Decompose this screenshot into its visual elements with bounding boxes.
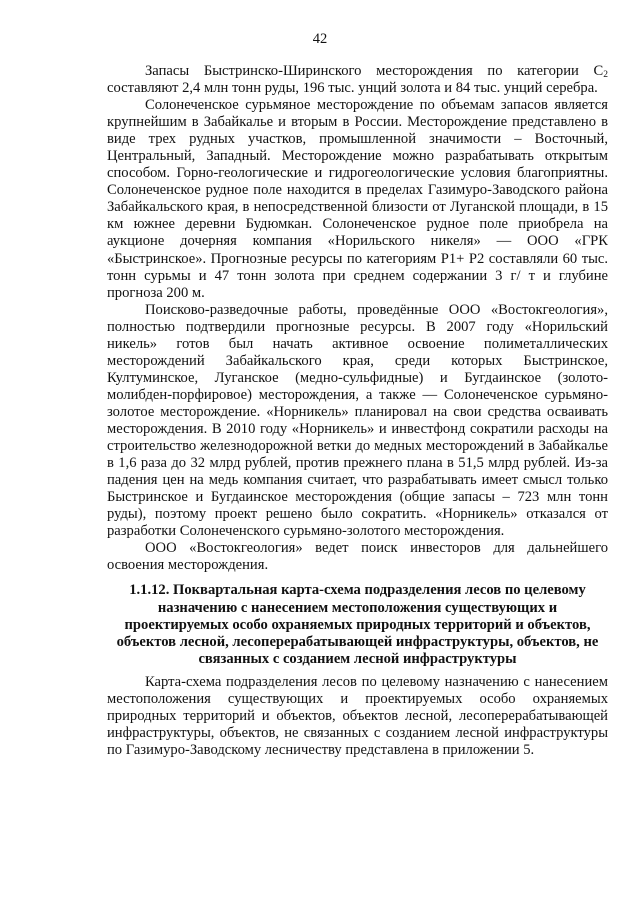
paragraph-text: составляют 2,4 млн тонн руды, 196 тыс. унций золота и 84 тыс. унций серебра. bbox=[107, 80, 598, 97]
document-body bbox=[107, 63, 608, 759]
paragraph-solonechenskoe-deposit: Солонеченское сурьмяное месторождение по объемам запасов является крупнейшим в Забайкалье и вторым в России. Месторождение представлено в виде трех рудных участков, промышленной значимости – Восточный, Центральный, Западный. Месторождение можно разрабатывать открытым способом. Горно-геологические и гидрогеологические условия благоприятны. Солонеченское рудное поле находится в пределах Газимуро-Заводского района Забайкальского края, в непосредственной близости от Луганской площади, в 15 км южнее деревни Будюмкан. Солонеченское рудное поле приобрела на аукционе дочерняя компания «Норильского никеля» — ООО «ГРК «Быстринское». Прогнозные ресурсы по категориям P1+ P2 составляли 60 тыс. тонн сурьмы и 47 тонн золота при среднем содержании 3 г/ т и глубине прогноза 200 м. bbox=[107, 97, 608, 301]
paragraph-text: Запасы Быстринско-Ширинского месторождения по категории C bbox=[145, 63, 604, 79]
category-subscript: 2 bbox=[603, 70, 608, 80]
paragraph-investor-search: ООО «Востокгеология» ведет поиск инвесторов для дальнейшего освоения месторождения. bbox=[107, 540, 608, 574]
paragraph-exploration-works: Поисково-разведочные работы, проведённые ООО «Востокгеология», полностью подтвердили прогнозные ресурсы. В 2007 году «Норильский никель» готов был начать активное освоение полиметаллических месторождений Забайкальского края, среди которых Быстринское, Култуминское, Луганское (медно-сульфидные) и Бугдаинское (золото-молибден-порфировое) месторождения, а также — Солонеченское сурьмяно-золотое месторождение. «Норникель» планировал на свои средства осваивать месторождения. В 2010 году «Норникель» и инвестфонд сократили расходы на строительство железнодорожной ветки до медных месторождений в Забайкалье в 1,6 раза до 32 млрд рублей, против прежнего плана в 51,5 млрд рублей. Из-за падения цен на медь компания считает, что разрабатывать имеет смысл только Быстринское и Бугдаинское месторождения (общие запасы – 723 млн тонн руды), поэтому проект решено было сократить. «Норникель» отказался от разработки Солонеченского сурьмяно-золотого месторождения. bbox=[107, 301, 608, 540]
page-number: 42 bbox=[312, 31, 328, 47]
paragraph-bystrinsko-shirinskoe-reserves bbox=[107, 63, 608, 97]
paragraph-map-scheme: Карта-схема подразделения лесов по целевому назначению с нанесением местоположения существующих и проектируемых особо охраняемых природных территорий и объектов, объектов лесной, лесоперерабатывающей инфраструктуры, объектов, не связанных с созданием лесной инфраструктуры по Газимуро-Заводскому лесничеству представлена в приложении 5. bbox=[107, 673, 608, 759]
section-heading: 1.1.12. Поквартальная карта-схема подразделения лесов по целевому назначению с нанесением местоположения существующих и проектируемых особо охраняемых природных территорий и объектов, объектов лесной, лесоперерабатывающей инфраструктуры, объектов, не связанных с созданием лесной инфраструктуры bbox=[116, 582, 599, 667]
